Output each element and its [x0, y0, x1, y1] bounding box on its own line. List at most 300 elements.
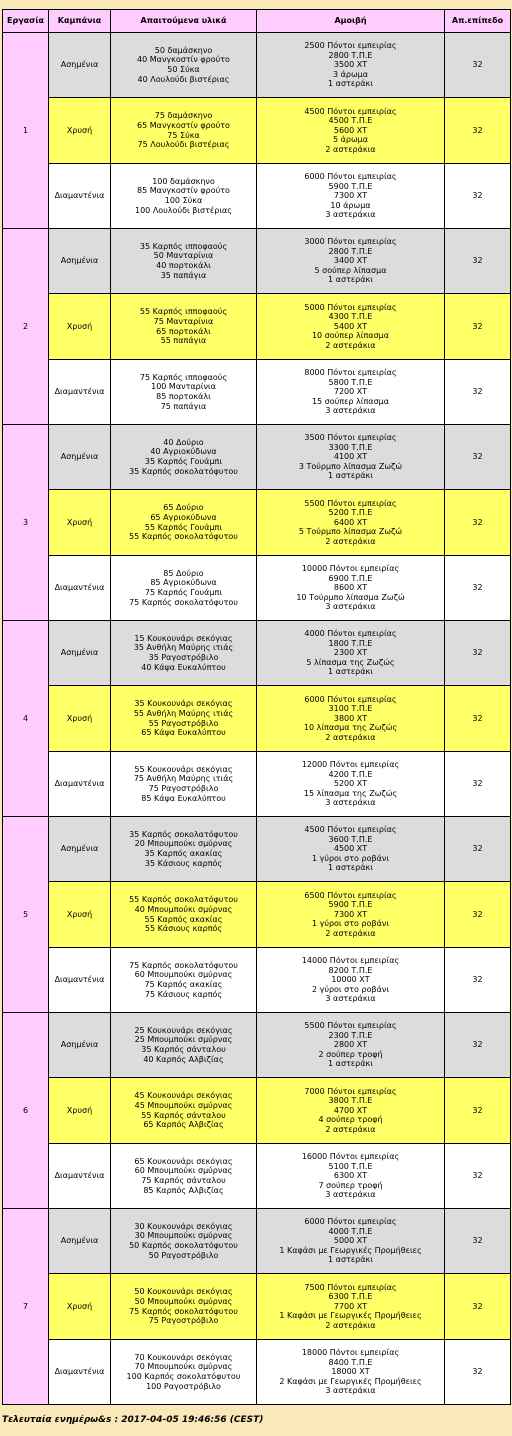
reward-line: 1800 Τ.Π.Ε — [328, 638, 373, 648]
material-line: 35 Κουκουνάρι σεκόγιας — [134, 699, 233, 709]
level-cell: 32 — [445, 1340, 511, 1405]
material-line: 65 πορτοκάλι — [156, 326, 211, 336]
material-line: 75 δαμάσκηνο — [154, 111, 213, 121]
campaign-cell: Διαμαντένια — [49, 360, 111, 425]
materials-cell — [111, 1209, 257, 1274]
reward-line: 2 αστεράκια — [325, 732, 376, 742]
header-campaign: Καμπάνια — [49, 10, 111, 33]
reward-line: 4700 ΧΤ — [333, 1105, 368, 1115]
reward-line: 12000 Πόντοι εμπειρίας — [301, 760, 400, 770]
material-line: 75 Καρπός ακακίας — [144, 980, 223, 989]
campaign-cell: Χρυσή — [49, 294, 111, 360]
level-cell: 32 — [445, 817, 511, 882]
table-row — [3, 1013, 511, 1078]
reward-line: 10 Τούρμπο λίπασμα Ζωζώ — [296, 592, 405, 602]
reward-line: 3 Τούρμπο λίπασμα Ζωζώ — [298, 461, 403, 471]
material-line: 40 Μπουμπούκι σμύρνας — [134, 904, 233, 914]
reward-line: 2800 Τ.Π.Ε — [328, 50, 373, 60]
material-line: 70 Κουκουνάρι σεκόγιας — [134, 1352, 233, 1362]
material-line: 35 Καρπός σάνταλου — [141, 1045, 226, 1054]
level-cell: 32 — [445, 752, 511, 817]
table-body — [3, 33, 511, 1405]
reward-cell — [257, 98, 445, 164]
material-line: 100 Λουλούδι βιστέριας — [135, 205, 232, 215]
task-number: 3 — [3, 425, 49, 621]
reward-line: 7700 ΧΤ — [333, 1301, 368, 1311]
material-line: 55 Καρπός σοκολατόφυτου — [129, 532, 238, 542]
reward-line: 8200 Τ.Π.Ε — [328, 965, 373, 975]
reward-line: 5900 Τ.Π.Ε — [328, 900, 373, 910]
reward-line: 3800 Τ.Π.Ε — [328, 1096, 373, 1106]
reward-line: 3 αστεράκια — [325, 798, 376, 808]
reward-line: 5000 ΧΤ — [333, 1236, 368, 1246]
reward-cell — [257, 164, 445, 229]
campaign-cell: Χρυσή — [49, 1078, 111, 1144]
campaign-cell: Διαμαντένια — [49, 1144, 111, 1209]
table-row — [3, 817, 511, 882]
material-line: 55 Καρπός Γουάμπι — [144, 522, 223, 532]
material-line: 85 Μανγκοστίν φρούτο — [137, 186, 230, 196]
reward-line: 1 αστεράκι — [328, 275, 373, 285]
material-line: 35 Ραγοστρόβιλο — [148, 653, 219, 662]
table-row — [3, 1144, 511, 1209]
level-cell: 32 — [445, 33, 511, 98]
reward-line: 18000 Πόντοι εμπειρίας — [301, 1348, 400, 1358]
reward-line: 6500 Πόντοι εμπειρίας — [304, 890, 397, 900]
material-line: 75 Μανταρίνια — [153, 316, 214, 326]
materials-cell — [111, 1013, 257, 1078]
reward-line: 3 άρωμα — [332, 69, 369, 79]
material-line: 55 Καρπός σοκολατόφυτου — [129, 895, 238, 905]
reward-line: 5500 Πόντοι εμπειρίας — [304, 498, 397, 508]
material-line: 75 Καρπός σοκολατόφυτου — [129, 597, 238, 607]
reward-line: 3 αστεράκια — [325, 1386, 376, 1396]
reward-line: 5100 Τ.Π.Ε — [328, 1161, 373, 1171]
materials-cell — [111, 1078, 257, 1144]
table-row — [3, 229, 511, 294]
table-row — [3, 556, 511, 621]
reward-line: 4100 ΧΤ — [333, 452, 368, 462]
material-line: 70 Μπουμπούκι σμύρνας — [134, 1362, 233, 1372]
reward-line: 3 αστεράκια — [325, 602, 376, 612]
material-line: 50 Μανταρίνια — [153, 251, 214, 261]
reward-line: 3100 Τ.Π.Ε — [328, 704, 373, 714]
reward-line: 8600 ΧΤ — [333, 583, 368, 593]
reward-line: 15 σούπερ λίπασμα — [311, 396, 390, 406]
reward-line: 5000 Πόντοι εμπειρίας — [304, 302, 397, 312]
campaign-cell: Χρυσή — [49, 98, 111, 164]
reward-line: 5400 ΧΤ — [333, 321, 368, 331]
material-line: 55 Ανθήλη Μαύρης ιτιάς — [133, 708, 234, 718]
material-line: 85 Αγριοκύδωνα — [150, 578, 217, 588]
material-line: 85 Δούριο — [163, 568, 204, 578]
table-row — [3, 294, 511, 360]
material-line: 35 Καρπός Γουάμπι — [144, 457, 223, 466]
material-line: 40 Κάψα Ευκαλύπτου — [141, 662, 226, 672]
material-line: 65 Καρπός Αλβιζίας — [143, 1120, 224, 1130]
reward-line: 6000 Πόντοι εμπειρίας — [304, 1217, 397, 1227]
reward-line: 2 Καφάσι με Γεωργικές Προμήθειες — [279, 1376, 422, 1386]
campaign-cell: Ασημένια — [49, 425, 111, 490]
materials-cell — [111, 425, 257, 490]
material-line: 65 Κουκουνάρι σεκόγιας — [134, 1156, 233, 1166]
header-materials: Απαιτούμενα υλικά — [111, 10, 257, 33]
material-line: 25 Μπουμπούκι σμύρνας — [134, 1035, 233, 1045]
reward-line: 3500 Πόντοι εμπειρίας — [304, 433, 397, 443]
reward-line: 3300 Τ.Π.Ε — [328, 442, 373, 452]
material-line: 75 Καρπός σοκολατόφυτου — [129, 960, 238, 970]
campaign-cell: Ασημένια — [49, 1013, 111, 1078]
level-cell: 32 — [445, 686, 511, 752]
material-line: 75 Καρπός σάνταλου — [141, 1176, 226, 1185]
table-row — [3, 621, 511, 686]
level-cell: 32 — [445, 425, 511, 490]
reward-line: 2 αστεράκια — [325, 1320, 376, 1330]
reward-cell — [257, 33, 445, 98]
materials-cell — [111, 621, 257, 686]
campaign-cell: Διαμαντένια — [49, 948, 111, 1013]
material-line: 20 Μπουμπούκι σμύρνας — [134, 839, 233, 849]
campaign-table — [2, 9, 511, 1405]
material-line: 100 Μανταρίνια — [151, 382, 216, 392]
reward-line: 2800 Τ.Π.Ε — [328, 246, 373, 256]
level-cell: 32 — [445, 948, 511, 1013]
reward-line: 1 Καφάσι με Γεωργικές Προμήθειες — [279, 1311, 422, 1321]
table-row — [3, 164, 511, 229]
level-cell: 32 — [445, 360, 511, 425]
materials-cell — [111, 164, 257, 229]
reward-cell — [257, 360, 445, 425]
campaign-cell: Διαμαντένια — [49, 556, 111, 621]
reward-cell — [257, 1274, 445, 1340]
reward-cell — [257, 556, 445, 621]
reward-line: 8400 Τ.Π.Ε — [328, 1357, 373, 1367]
reward-cell — [257, 752, 445, 817]
material-line: 35 Κάσιους καρπός — [144, 858, 223, 868]
material-line: 35 Καρπός σοκολατόφυτου — [129, 466, 238, 476]
reward-line: 1 αστεράκι — [328, 79, 373, 89]
materials-cell — [111, 686, 257, 752]
table-row — [3, 425, 511, 490]
campaign-cell: Διαμαντένια — [49, 164, 111, 229]
reward-line: 4 σούπερ τροφή — [318, 1115, 383, 1125]
campaign-cell: Διαμαντένια — [49, 752, 111, 817]
campaign-cell: Χρυσή — [49, 686, 111, 752]
table-row — [3, 1078, 511, 1144]
level-cell: 32 — [445, 621, 511, 686]
reward-line: 6000 Πόντοι εμπειρίας — [304, 694, 397, 704]
materials-cell — [111, 229, 257, 294]
material-line: 55 Ραγοστρόβιλο — [148, 718, 219, 728]
material-line: 40 Λουλούδι βιστέριας — [137, 74, 230, 84]
reward-line: 1 αστεράκι — [328, 1255, 373, 1265]
reward-line: 4500 Πόντοι εμπειρίας — [304, 106, 397, 116]
reward-line: 3500 ΧΤ — [333, 60, 368, 70]
material-line: 55 παπάγια — [160, 336, 207, 346]
campaign-cell: Ασημένια — [49, 621, 111, 686]
reward-line: 1 αστεράκι — [328, 1059, 373, 1069]
reward-line: 2 σούπερ τροφή — [318, 1049, 383, 1059]
reward-line: 2 αστεράκια — [325, 1124, 376, 1134]
material-line: 55 Κουκουνάρι σεκόγιας — [134, 764, 233, 774]
reward-line: 4500 ΧΤ — [333, 844, 368, 854]
material-line: 35 Ανθήλη Μαύρης ιτιάς — [133, 643, 234, 653]
table-row — [3, 948, 511, 1013]
reward-line: 3 αστεράκια — [325, 994, 376, 1004]
material-line: 75 Καρπός Γουάμπι — [144, 588, 223, 597]
reward-line: 10000 ΧΤ — [331, 975, 370, 985]
reward-line: 2 αστεράκια — [325, 144, 376, 154]
table-row — [3, 98, 511, 164]
reward-line: 7000 Πόντοι εμπειρίας — [304, 1086, 397, 1096]
reward-line: 5800 Τ.Π.Ε — [328, 377, 373, 387]
header-reward: Αμοιβή — [257, 10, 445, 33]
reward-line: 5 άρωμα — [332, 135, 369, 145]
reward-line: 1 αστεράκι — [328, 471, 373, 481]
reward-line: 6300 ΧΤ — [333, 1171, 368, 1181]
task-number: 4 — [3, 621, 49, 817]
material-line: 75 Ραγοστρόβιλο — [148, 784, 219, 793]
material-line: 85 Καρπός Αλβιζίας — [143, 1185, 224, 1195]
material-line: 45 Μπουμπούκι σμύρνας — [134, 1100, 233, 1110]
materials-cell — [111, 33, 257, 98]
material-line: 40 Αγριοκύδωνα — [150, 447, 217, 457]
last-updated-footer: Τελευταία ενημέρω&s : 2017-04-05 19:46:56 (CEST) — [2, 1415, 264, 1425]
table-row — [3, 882, 511, 948]
reward-line: 4000 Πόντοι εμπειρίας — [304, 629, 397, 639]
material-line: 85 Κάψα Ευκαλύπτου — [141, 793, 226, 803]
campaign-cell: Ασημένια — [49, 817, 111, 882]
materials-cell — [111, 360, 257, 425]
material-line: 35 Καρπός ιπποφαούς — [139, 241, 228, 251]
reward-cell — [257, 948, 445, 1013]
reward-line: 5600 ΧΤ — [333, 125, 368, 135]
materials-cell — [111, 882, 257, 948]
level-cell: 32 — [445, 1013, 511, 1078]
reward-line: 3 αστεράκια — [325, 210, 376, 220]
campaign-cell: Χρυσή — [49, 882, 111, 948]
material-line: 50 Ραγοστρόβιλο — [148, 1250, 219, 1260]
reward-cell — [257, 1144, 445, 1209]
table-row — [3, 1340, 511, 1405]
reward-line: 4200 Τ.Π.Ε — [328, 769, 373, 779]
reward-line: 4300 Τ.Π.Ε — [328, 312, 373, 322]
reward-line: 1 Καφάσι με Γεωργικές Προμήθειες — [279, 1245, 422, 1255]
reward-line: 1 αστεράκι — [328, 863, 373, 873]
reward-line: 14000 Πόντοι εμπειρίας — [301, 956, 400, 966]
material-line: 60 Μπουμπούκι σμύρνας — [134, 970, 233, 980]
material-line: 75 Καρπός ιπποφαούς — [139, 372, 228, 382]
task-number: 2 — [3, 229, 49, 425]
table-row — [3, 752, 511, 817]
reward-line: 3400 ΧΤ — [333, 256, 368, 266]
header-level: Απ.επίπεδο — [445, 10, 511, 33]
reward-line: 7200 ΧΤ — [333, 387, 368, 397]
table-row — [3, 1274, 511, 1340]
reward-line: 3 αστεράκια — [325, 1190, 376, 1200]
reward-line: 2300 Τ.Π.Ε — [328, 1030, 373, 1040]
reward-line: 3 αστεράκια — [325, 406, 376, 416]
material-line: 75 Ανθήλη Μαύρης ιτιάς — [133, 774, 234, 784]
material-line: 50 Μπουμπούκι σμύρνας — [134, 1296, 233, 1306]
material-line: 60 Μπουμπούκι σμύρνας — [134, 1166, 233, 1176]
reward-line: 7300 ΧΤ — [333, 909, 368, 919]
reward-cell — [257, 882, 445, 948]
reward-cell — [257, 425, 445, 490]
reward-cell — [257, 229, 445, 294]
reward-line: 6400 ΧΤ — [333, 517, 368, 527]
reward-cell — [257, 294, 445, 360]
material-line: 35 Καρπός σοκολατόφυτου — [129, 829, 238, 839]
reward-cell — [257, 1340, 445, 1405]
materials-cell — [111, 556, 257, 621]
reward-line: 2 αστεράκια — [325, 536, 376, 546]
reward-line: 5200 Τ.Π.Ε — [328, 508, 373, 518]
reward-line: 15 λίπασμα της Ζωζώς — [303, 788, 398, 798]
material-line: 35 Καρπός ακακίας — [144, 849, 223, 858]
campaign-cell: Διαμαντένια — [49, 1340, 111, 1405]
table-row — [3, 360, 511, 425]
materials-cell — [111, 294, 257, 360]
reward-line: 1 γύροι στο ροβάνι — [311, 919, 390, 929]
material-line: 40 Μανγκοστίν φρούτο — [137, 55, 230, 65]
materials-cell — [111, 948, 257, 1013]
task-number: 6 — [3, 1013, 49, 1209]
material-line: 75 παπάγια — [160, 401, 207, 411]
level-cell: 32 — [445, 1274, 511, 1340]
material-line: 55 Καρπός σάνταλου — [141, 1110, 226, 1120]
materials-cell — [111, 1144, 257, 1209]
material-line: 55 Κάσιους καρπός — [144, 924, 223, 934]
reward-cell — [257, 817, 445, 882]
materials-cell — [111, 1274, 257, 1340]
campaign-cell: Χρυσή — [49, 1274, 111, 1340]
material-line: 75 Ραγοστρόβιλο — [148, 1316, 219, 1326]
reward-line: 18000 ΧΤ — [331, 1367, 370, 1377]
material-line: 30 Μπουμπούκι σμύρνας — [134, 1231, 233, 1241]
campaign-cell: Ασημένια — [49, 33, 111, 98]
table-row — [3, 33, 511, 98]
reward-line: 3600 Τ.Π.Ε — [328, 834, 373, 844]
material-line: 45 Κουκουνάρι σεκόγιας — [134, 1091, 233, 1101]
material-line: 85 πορτοκάλι — [156, 392, 211, 401]
reward-line: 4500 Τ.Π.Ε — [328, 116, 373, 126]
table-row — [3, 686, 511, 752]
header-row — [3, 10, 511, 33]
material-line: 15 Κουκουνάρι σεκόγιας — [134, 633, 233, 643]
material-line: 75 Σύκα — [167, 130, 200, 140]
level-cell: 32 — [445, 98, 511, 164]
reward-line: 3000 Πόντοι εμπειρίας — [304, 237, 397, 247]
material-line: 100 δαμάσκηνο — [152, 176, 215, 186]
reward-line: 16000 Πόντοι εμπειρίας — [301, 1152, 400, 1162]
reward-line: 2 γύροι στο ροβάνι — [311, 984, 390, 994]
reward-line: 8000 Πόντοι εμπειρίας — [304, 368, 397, 378]
level-cell: 32 — [445, 490, 511, 556]
material-line: 35 παπάγια — [160, 270, 207, 280]
reward-cell — [257, 1013, 445, 1078]
level-cell: 32 — [445, 882, 511, 948]
reward-line: 4000 Τ.Π.Ε — [328, 1226, 373, 1236]
reward-cell — [257, 1078, 445, 1144]
material-line: 25 Κουκουνάρι σεκόγιας — [134, 1025, 233, 1035]
reward-line: 5 λίπασμα της Ζωζώς — [306, 657, 395, 667]
reward-line: 7300 ΧΤ — [333, 191, 368, 201]
material-line: 40 Δούριο — [163, 437, 204, 447]
reward-line: 2 αστεράκια — [325, 340, 376, 350]
reward-line: 7500 Πόντοι εμπειρίας — [304, 1282, 397, 1292]
materials-cell — [111, 1340, 257, 1405]
material-line: 100 Ραγοστρόβιλο — [146, 1381, 221, 1391]
header-task: Εργασία — [3, 10, 49, 33]
campaign-cell: Χρυσή — [49, 490, 111, 556]
reward-line: 10 σούπερ λίπασμα — [311, 331, 390, 341]
materials-cell — [111, 490, 257, 556]
reward-line: 5 σούπερ λίπασμα — [314, 265, 387, 275]
level-cell: 32 — [445, 1078, 511, 1144]
reward-cell — [257, 686, 445, 752]
reward-line: 5 Τούρμπο λίπασμα Ζωζώ — [298, 527, 403, 537]
task-number: 1 — [3, 33, 49, 229]
material-line: 50 Σύκα — [167, 65, 200, 74]
reward-line: 7 σούπερ τροφή — [318, 1180, 383, 1190]
materials-cell — [111, 752, 257, 817]
material-line: 30 Κουκουνάρι σεκόγιας — [134, 1221, 233, 1231]
material-line: 40 Καρπός Αλβιζίας — [143, 1054, 224, 1064]
material-line: 75 Λουλούδι βιστέριας — [137, 140, 230, 150]
reward-line: 1 αστεράκι — [328, 667, 373, 677]
reward-line: 2800 ΧΤ — [333, 1040, 368, 1050]
reward-line: 1 γύροι στο ροβάνι — [311, 853, 390, 863]
table-row — [3, 490, 511, 556]
level-cell: 32 — [445, 294, 511, 360]
level-cell: 32 — [445, 1209, 511, 1274]
reward-line: 5200 ΧΤ — [333, 779, 368, 789]
reward-line: 10 άρωμα — [330, 200, 371, 210]
reward-cell — [257, 621, 445, 686]
campaign-cell: Ασημένια — [49, 1209, 111, 1274]
material-line: 55 Καρπός ιπποφαούς — [139, 307, 228, 317]
task-number: 5 — [3, 817, 49, 1013]
reward-line: 5900 Τ.Π.Ε — [328, 181, 373, 191]
material-line: 65 Αγριοκύδωνα — [150, 512, 217, 522]
level-cell: 32 — [445, 1144, 511, 1209]
reward-line: 3800 ΧΤ — [333, 713, 368, 723]
material-line: 50 Καρπός σοκολατόφυτου — [129, 1241, 238, 1250]
reward-line: 10 λίπασμα της Ζωζώς — [303, 723, 398, 733]
reward-line: 6000 Πόντοι εμπειρίας — [304, 172, 397, 182]
level-cell: 32 — [445, 229, 511, 294]
reward-line: 2500 Πόντοι εμπειρίας — [304, 41, 397, 51]
task-number: 7 — [3, 1209, 49, 1405]
material-line: 55 Καρπός ακακίας — [144, 914, 223, 924]
level-cell: 32 — [445, 556, 511, 621]
material-line: 75 Κάσιους καρπός — [144, 989, 223, 999]
level-cell: 32 — [445, 164, 511, 229]
campaign-cell: Ασημένια — [49, 229, 111, 294]
material-line: 50 Κουκουνάρι σεκόγιας — [134, 1287, 233, 1297]
materials-cell — [111, 98, 257, 164]
reward-line: 4500 Πόντοι εμπειρίας — [304, 825, 397, 835]
reward-line: 5500 Πόντοι εμπειρίας — [304, 1021, 397, 1031]
materials-cell — [111, 817, 257, 882]
material-line: 75 Καρπός σοκολατόφυτου — [129, 1306, 238, 1316]
reward-line: 2300 ΧΤ — [333, 648, 368, 658]
table-row — [3, 1209, 511, 1274]
reward-line: 6900 Τ.Π.Ε — [328, 573, 373, 583]
reward-line: 10000 Πόντοι εμπειρίας — [301, 564, 400, 574]
reward-cell — [257, 1209, 445, 1274]
